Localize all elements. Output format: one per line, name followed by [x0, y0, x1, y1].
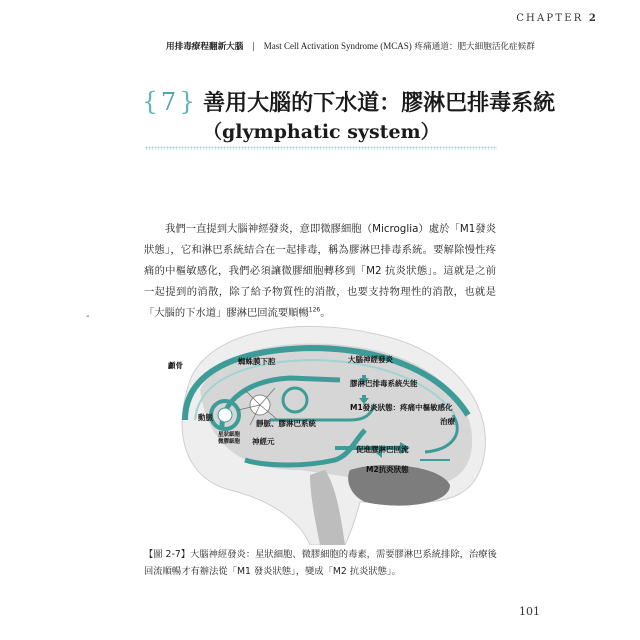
- section-subtitle: （glymphatic system）: [203, 121, 440, 143]
- separator: |: [252, 42, 255, 52]
- paragraph-end: 。: [320, 307, 331, 319]
- caption-text: 大腦神經發炎：星狀細胞、微膠細胞的毒素，需要膠淋巴系統排除，治療後回流順暢才有辦法從「M1 發炎狀態」，變成「M2 抗炎狀態」。: [144, 549, 497, 577]
- label-promote: 促進膠淋巴回流: [356, 445, 409, 454]
- label-microglia: 微膠細胞: [218, 439, 241, 445]
- label-treatment: 治療: [440, 417, 455, 426]
- margin-mark: -: [86, 311, 90, 322]
- label-artery: 動脈: [198, 413, 213, 422]
- chapter-title-en: Mast Cell Activation Syndrome (MCAS): [263, 41, 412, 51]
- paragraph-text: 我們一直提到大腦神經發炎，意即微膠細胞（Microglia）處於「M1發炎狀態」，它和淋巴系統結合在一起排毒，稱為膠淋巴排毒系統。要解除慢性疼痛的中樞敏感化，我們必須讓微膠細胞轉移到「M2 抗炎狀態」。這就是之前一起提到的消散，除了給予物質性的消散，也要支持物理性的消散，也就是「大腦的下水道」膠淋巴回流要順暢: [144, 223, 496, 319]
- label-m1: M1發炎狀態：疼痛中樞敏感化: [350, 403, 453, 412]
- label-m2: M2抗炎狀態: [366, 465, 409, 474]
- label-dysfunction: 膠淋巴排毒系統失能: [350, 379, 418, 388]
- brain-diagram: [150, 320, 510, 545]
- figure-caption: [144, 546, 504, 580]
- page-number: 101: [519, 605, 540, 618]
- label-subarachnoid: 蜘蛛膜下腔: [238, 357, 276, 366]
- caption-label: 【圖 2-7】: [144, 549, 191, 560]
- brace-open: {: [142, 87, 158, 116]
- label-glymphatic: 靜脈、膠淋巴系統: [256, 419, 316, 428]
- running-head: [516, 6, 598, 25]
- dotted-divider: [145, 146, 497, 150]
- brain-figure: [150, 320, 510, 545]
- label-inflammation: 大腦神經發炎: [348, 355, 393, 364]
- chapter-subhead: [166, 40, 535, 52]
- section-number: 7: [160, 88, 177, 116]
- book-part: 用排毒療程翻新大腦: [166, 42, 244, 52]
- label-skull: 顱骨: [168, 361, 183, 370]
- section-title: 善用大腦的下水道：膠淋巴排毒系統: [203, 91, 556, 116]
- label-astrocyte: 星狀細胞: [218, 432, 241, 438]
- section-heading: [142, 86, 555, 117]
- citation-superscript: 126: [308, 306, 321, 314]
- chapter-marker: CHAPTER 2: [516, 13, 598, 24]
- body-paragraph: [144, 219, 496, 324]
- chapter-title-cjk: 疼痛通道：肥大細胞活化症候群: [414, 42, 535, 52]
- label-neuron: 神經元: [252, 437, 275, 446]
- brace-close: }: [179, 87, 196, 116]
